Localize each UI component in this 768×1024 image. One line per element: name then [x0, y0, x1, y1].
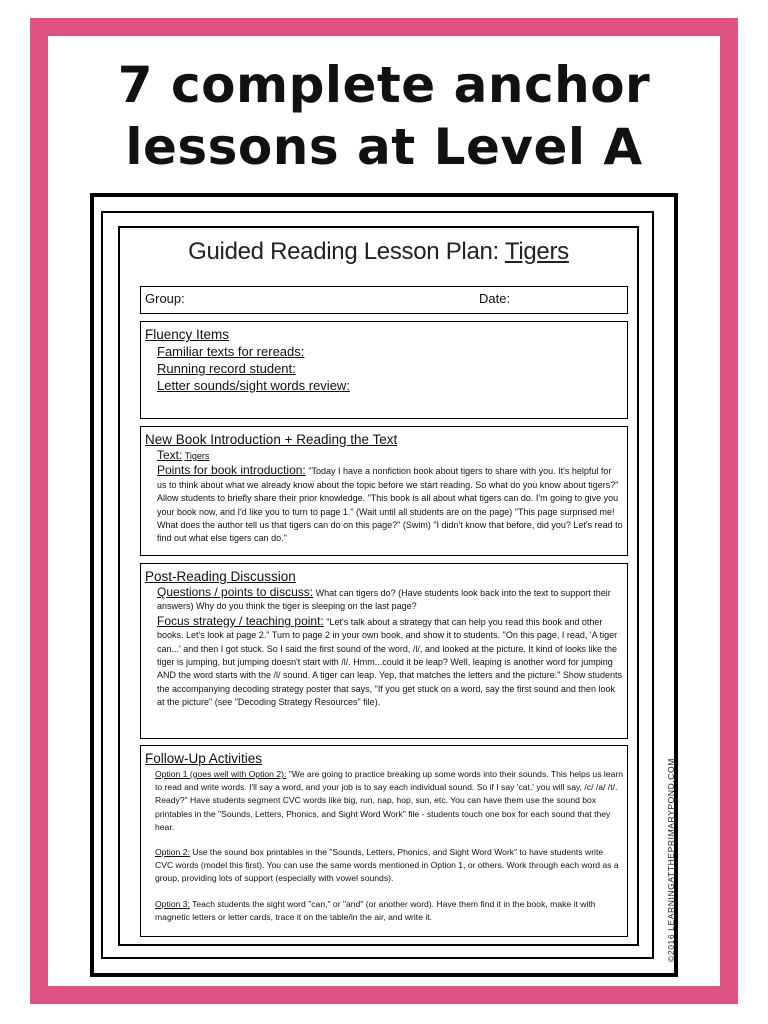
fluency-item-rereads: Familiar texts for rereads:	[157, 344, 305, 359]
follow-option-1-label: Option 1 (goes well with Option 2):	[155, 769, 287, 779]
lesson-plan-title-prefix: Guided Reading Lesson Plan:	[188, 238, 505, 265]
group-date-box	[140, 286, 628, 314]
follow-option-2-body: Use the sound box printables in the "Sounds, Letters, Phonics, and Sight Word Work" to have students write CVC words (model this first). You can use the same words mentioned in Option 1, or others. Work through each word as a group, providing lots of support (especially with vowel sounds).	[155, 847, 619, 884]
intro-points-body: "Today I have a nonfiction book about tigers to share with you. It's helpful for us to think about what we already know about the topic before we start reading. So what do you know about tigers?" Allow students to briefly share their prior knowledge. "This book is all about what tigers can do. I'm going to give you your book now, and I'd like you to turn to page 1." (Wait until all students are on the page) "This page surprised me! What does the author tell us that tigers can do on this page?" (Swim) "I didn't know that before, did you? Let's read to find out what else tigers can do."	[157, 466, 623, 544]
post-focus-label: Focus strategy / teaching point:	[157, 613, 324, 628]
post-focus	[157, 615, 623, 710]
date-label: Date:	[479, 291, 511, 306]
copyright-notice	[666, 950, 676, 962]
lesson-plan-title	[118, 238, 639, 266]
post-reading-box	[140, 563, 628, 739]
fluency-title: Fluency Items	[145, 327, 230, 342]
follow-option-3-body: Teach students the sight word "can," or "and" (or another word). Have them find it in the book, make it with magnetic letters or letter cards, trace it on the table/in the air, and write it.	[155, 898, 596, 922]
follow-option-1-body: "We are going to practice breaking up some words into their sounds. This helps us learn to read and write words. I'll say a word, and your job is to say each individual sound. So if I say 'cat,' you will say, /c/ /a/ /t/. Ready?" Have students segment CVC words like big, run, nap, hop, sun, etc. You can have them use the sound box printables in the "Sounds, Letters, Phonics, and Sight Word Work" file - students touch one box for each sound that they hear.	[155, 769, 623, 832]
follow-option-3-label: Option 3:	[155, 898, 190, 909]
post-focus-body: "Let's talk about a strategy that can help you read this book and other books. Let's look at page 2." Turn to page 2 in your own book, and show it to students. "On this page, I read, 'A tiger can...' and then I got stuck. So I said the first sound of the word, /l/, and looked at the picture. It kind of looks like the tiger is jumping, but jumping doesn't start with /l/. Hmm...could it be leap? Well, leaping is another word for jumping AND the word starts with the /l/ sound. A tiger can leap. Yep, that matches the letters and the picture." Show students the accompanying decoding strategy poster that says, "If you get stuck on a word, say the first sound and then look at the picture" (see "Decoding Strategy Resources" file).	[157, 616, 622, 708]
group-label: Group:	[145, 291, 185, 306]
intro-text-line	[157, 449, 623, 463]
follow-option-2-label: Option 2:	[155, 847, 190, 858]
follow-option-3	[155, 898, 623, 924]
book-introduction-box	[140, 426, 628, 556]
fluency-item-letter-sounds: Letter sounds/sight words review:	[157, 378, 350, 393]
fluency-item-running-record: Running record student:	[157, 361, 296, 376]
post-questions-label: Questions / points to discuss:	[157, 585, 314, 599]
intro-text-label: Text:	[157, 448, 183, 462]
intro-points-label: Points for book introduction:	[157, 463, 306, 478]
spacer	[145, 886, 623, 897]
post-title: Post-Reading Discussion	[145, 569, 296, 584]
intro-points	[157, 464, 623, 545]
fluency-items-box	[140, 321, 628, 419]
headline	[30, 54, 738, 178]
spacer	[145, 834, 623, 845]
follow-option-2	[155, 846, 623, 886]
post-questions-body: What can tigers do? (Have students look back into the text to support their answers) Why do you think the tiger is sleeping on the last page?	[157, 588, 611, 612]
headline-line-1: 7 complete anchor	[117, 56, 651, 114]
intro-text-value: Tigers	[184, 451, 210, 461]
headline-line-2: lessons at Level A	[125, 118, 643, 176]
intro-title: New Book Introduction + Reading the Text	[145, 432, 398, 447]
lesson-plan-topic: Tigers	[504, 238, 569, 265]
follow-option-1	[155, 768, 623, 834]
follow-title: Follow-Up Activities	[145, 751, 263, 766]
post-questions	[157, 586, 623, 614]
follow-up-box	[140, 745, 628, 937]
